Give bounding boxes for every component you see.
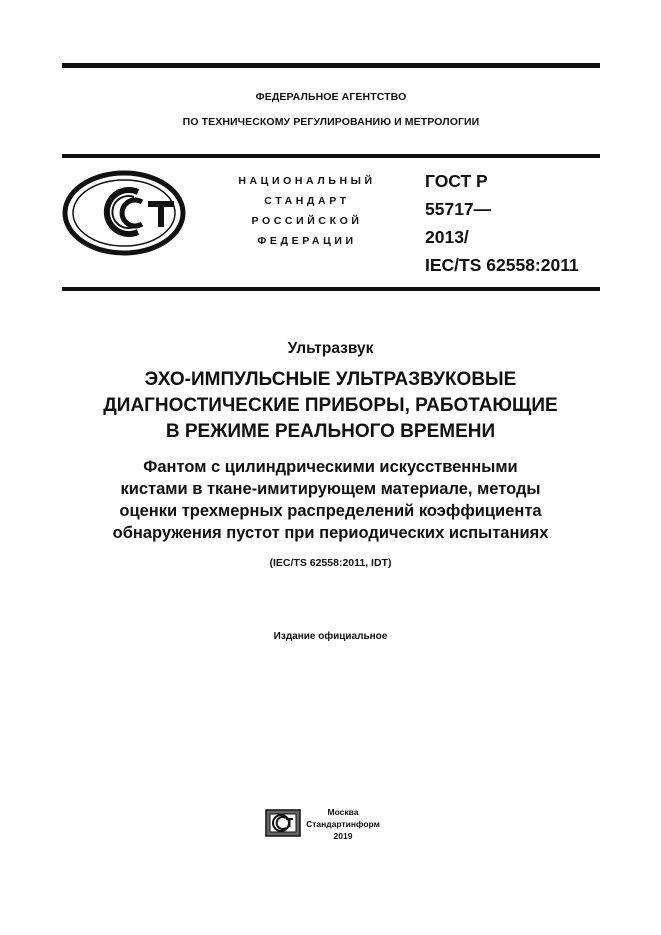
- gost-line-4: IEC/TS 62558:2011: [425, 255, 579, 275]
- main-title-line-3: В РЕЖИМЕ РЕАЛЬНОГО ВРЕМЕНИ: [165, 421, 496, 442]
- national-standard-label: [212, 171, 402, 251]
- publisher-name: Стандартинформ: [306, 819, 380, 829]
- edition-note: Издание официальное: [273, 631, 388, 642]
- main-title: [40, 367, 621, 445]
- national-line-3: РОССИЙСКОЙ: [251, 215, 363, 227]
- standard-identity: (IEC/TS 62558:2011, IDT): [269, 557, 392, 569]
- subtitle-line-2: кистами в ткане-имитирующем материале, методы: [120, 480, 541, 498]
- rst-certification-logo-icon: [62, 170, 192, 256]
- publisher-city: Москва: [327, 807, 359, 817]
- agency-line-1: ФЕДЕРАЛЬНОЕ АГЕНТСТВО: [255, 91, 407, 103]
- national-line-2: СТАНДАРТ: [264, 195, 350, 207]
- middle-rule: [62, 154, 600, 158]
- subtitle-line-3: оценки трехмерных распределений коэффициента: [119, 502, 542, 520]
- gost-line-1: ГОСТ Р: [425, 171, 488, 191]
- gost-line-3: 2013/: [425, 227, 469, 247]
- subtitle-line-4: обнаружения пустот при периодических испытаниях: [112, 524, 549, 542]
- subtitle-line-1: Фантом с цилиндрическими искусственными: [143, 458, 518, 476]
- top-rule: [62, 63, 600, 68]
- subtitle: [40, 456, 621, 544]
- main-title-line-1: ЭХО-ИМПУЛЬСНЫЕ УЛЬТРАЗВУКОВЫЕ: [144, 369, 517, 390]
- publisher-block: [304, 806, 382, 842]
- standartinform-logo-icon: [264, 806, 304, 838]
- national-line-4: ФЕДЕРАЦИИ: [257, 235, 357, 247]
- gost-line-2: 55717—: [425, 199, 492, 219]
- bottom-rule: [62, 287, 600, 291]
- main-title-line-2: ДИАГНОСТИЧЕСКИЕ ПРИБОРЫ, РАБОТАЮЩИЕ: [103, 395, 558, 416]
- gost-designation: [425, 167, 605, 279]
- title-pre: Ультразвук: [287, 340, 374, 357]
- publisher-year: 2019: [333, 831, 353, 841]
- national-line-1: НАЦИОНАЛЬНЫЙ: [238, 175, 376, 187]
- agency-line-2: ПО ТЕХНИЧЕСКОМУ РЕГУЛИРОВАНИЮ И МЕТРОЛОГИИ: [182, 116, 480, 128]
